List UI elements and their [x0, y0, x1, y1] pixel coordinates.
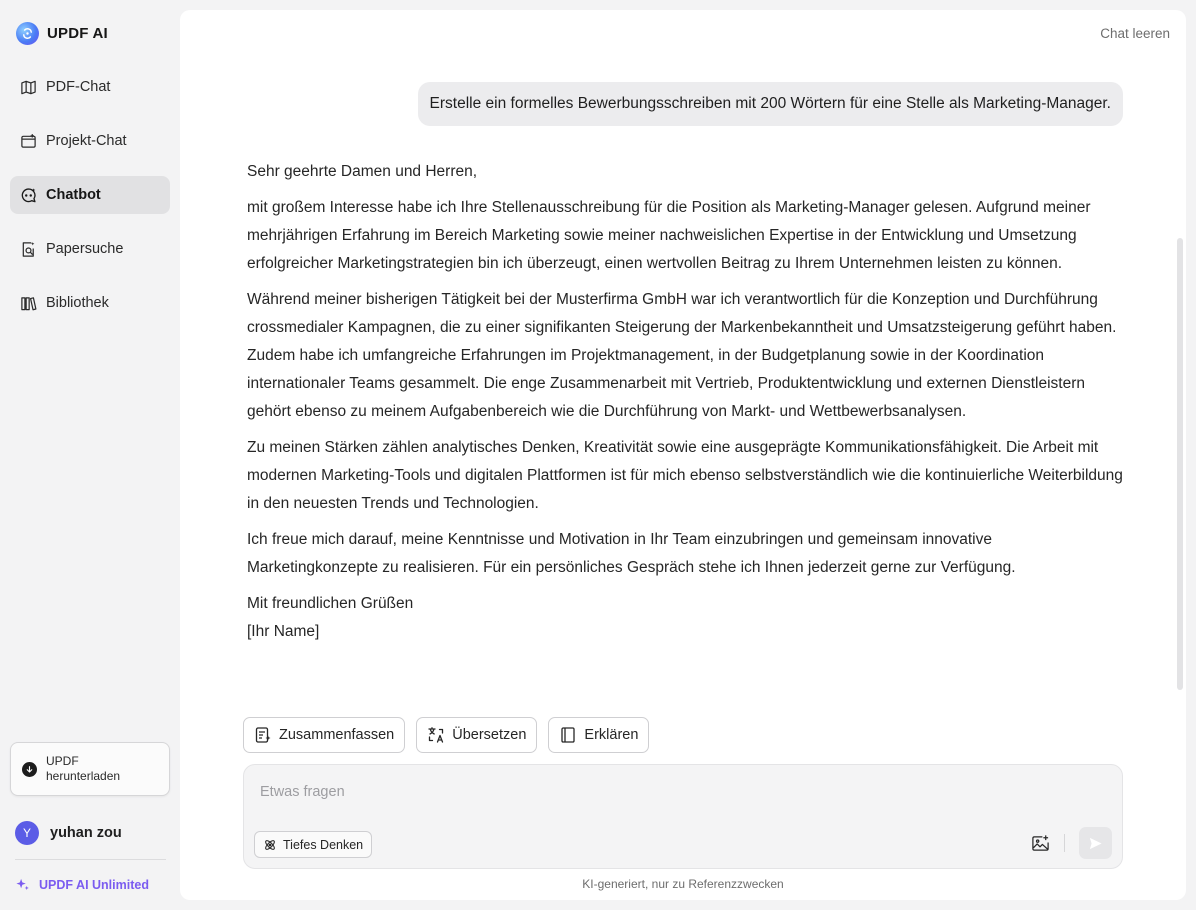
summarize-button[interactable]: [243, 717, 405, 753]
username: yuhan zou: [50, 825, 122, 841]
book-open-icon: [20, 79, 37, 96]
answer-actions: [243, 717, 649, 753]
deep-thinking-label: Tiefes Denken: [283, 837, 364, 852]
translate-icon: [427, 726, 445, 744]
sidebar-item-chatbot[interactable]: [10, 176, 170, 214]
chat-panel: [180, 10, 1186, 900]
sparkle-icon: [15, 877, 30, 892]
folder-plus-icon: [20, 133, 37, 150]
image-add-icon: [1031, 834, 1050, 853]
user-message: Erstelle ein formelles Bewerbungsschreiben mit 200 Wörtern für eine Stelle als Marketing-Manager.: [418, 82, 1123, 126]
summarize-label: Zusammenfassen: [279, 727, 395, 743]
add-image-button[interactable]: [1028, 831, 1052, 855]
book-icon: [559, 726, 577, 744]
download-updf-button[interactable]: [10, 742, 170, 796]
atom-icon: [263, 838, 277, 852]
explain-button[interactable]: [548, 717, 649, 753]
sidebar-nav: [10, 68, 170, 338]
ai-disclaimer: KI-generiert, nur zu Referenzzwecken: [582, 877, 784, 891]
composer-divider: [1064, 834, 1065, 852]
answer-salutation: Sehr geehrte Damen und Herren,: [247, 163, 478, 180]
sidebar-item-bibliothek[interactable]: [10, 284, 170, 322]
explain-label: Erklären: [584, 727, 639, 743]
sidebar-item-projekt-chat[interactable]: [10, 122, 170, 160]
translate-button[interactable]: [416, 717, 537, 753]
chat-scrollbar[interactable]: [1177, 238, 1183, 690]
updf-logo-icon: [16, 22, 39, 45]
download-icon: [22, 762, 37, 777]
answer-paragraph: Ich freue mich darauf, meine Kenntnisse und Motivation in Ihr Team einzubringen und gemeinsam innovative Marketingkonzepte zu realisieren. Für ein persönliches Gespräch stehe ich Ihnen jederzeit gerne zur Verfügung.: [247, 531, 1016, 576]
chat-bubble-icon: [20, 187, 37, 204]
sidebar: [0, 0, 180, 910]
answer-closing: Mit freundlichen Grüßen: [247, 595, 414, 612]
message-input[interactable]: [260, 781, 1080, 803]
summarize-icon: [254, 726, 272, 744]
clear-chat-button[interactable]: Chat leeren: [1100, 26, 1170, 41]
answer-paragraph: mit großem Interesse habe ich Ihre Stellenausschreibung für die Position als Marketing-Manager gelesen. Aufgrund meiner mehrjährigen Erfahrung im Bereich Marketing sowie meiner nachweislichen Expertise in der Entwicklung und Umsetzung erfolgreicher Marketingstrategien bin ich überzeugt, einen wertvollen Beitrag zu Ihrem Unternehmen leisten zu können.: [247, 199, 1091, 272]
answer-paragraph: Während meiner bisherigen Tätigkeit bei der Musterfirma GmbH war ich verantwortlich für die Konzeption und Durchführung crossmedialer Kampagnen, die zu einer signifikanten Steigerung der Markenbekanntheit und Umsatzsteigerung geführt haben. Zudem habe ich umfangreiche Erfahrungen im Projektmanagement, in der Budgetplanung sowie in der Koordination internationaler Teams gesammelt. Die enge Zusammenarbeit mit Vertrieb, Produktentwicklung und externen Dienstleistern gehört ebenso zu meinem Aufgabenbereich wie die Durchführung von Markt- und Wettbewerbsanalysen.: [247, 291, 1117, 420]
document-search-icon: [20, 241, 37, 258]
send-icon: [1088, 836, 1103, 851]
brand[interactable]: [16, 22, 108, 45]
unlimited-label: UPDF AI Unlimited: [39, 877, 149, 892]
sidebar-item-label: Papersuche: [46, 241, 124, 257]
user-profile[interactable]: [15, 821, 122, 845]
deep-thinking-toggle[interactable]: [254, 831, 372, 858]
translate-label: Übersetzen: [452, 727, 527, 743]
sidebar-item-label: PDF-Chat: [46, 79, 111, 95]
assistant-answer: [247, 158, 1127, 646]
message-composer: [243, 764, 1123, 869]
upgrade-unlimited-link[interactable]: [15, 877, 149, 892]
answer-signature: [Ihr Name]: [247, 623, 320, 640]
send-button[interactable]: [1079, 827, 1112, 859]
avatar: Y: [15, 821, 39, 845]
sidebar-item-label: Projekt-Chat: [46, 133, 127, 149]
brand-name: UPDF AI: [47, 25, 108, 42]
sidebar-item-pdf-chat[interactable]: [10, 68, 170, 106]
sidebar-item-papersuche[interactable]: [10, 230, 170, 268]
sidebar-item-label: Chatbot: [46, 187, 101, 203]
download-label: UPDF herunterladen: [46, 754, 121, 783]
sidebar-item-label: Bibliothek: [46, 295, 109, 311]
sidebar-divider: [15, 859, 166, 860]
library-icon: [20, 295, 37, 312]
answer-paragraph: Zu meinen Stärken zählen analytisches Denken, Kreativität sowie eine ausgeprägte Kommunikationsfähigkeit. Die Arbeit mit modernen Marketing-Tools und digitalen Plattformen ist für mich ebenso selbstverständlich wie die kontinuierliche Weiterbildung in den neuesten Trends und Technologien.: [247, 439, 1123, 512]
